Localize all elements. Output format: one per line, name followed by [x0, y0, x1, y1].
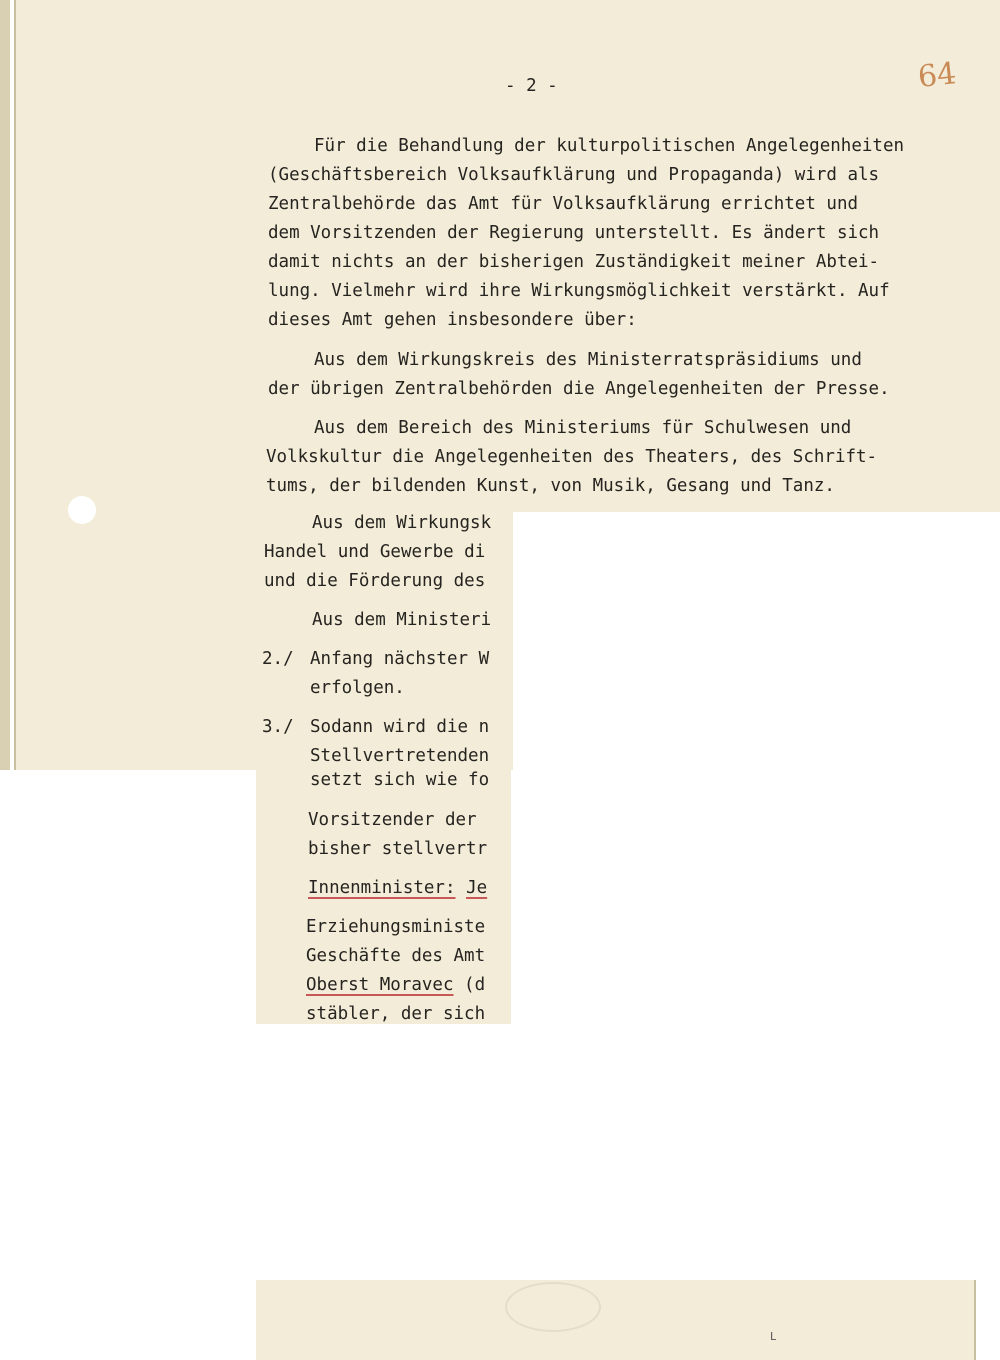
press-line-1: Aus dem Wirkungskreis des Ministerratspräsidiums und: [314, 350, 862, 370]
chair-line-1: Vorsitzender der: [308, 810, 488, 830]
culture-line-3: tums, der bildenden Kunst, von Musik, Gesang und Tanz.: [266, 476, 835, 496]
item2-line-1: Anfang nächster W: [310, 649, 490, 669]
paper-bottom-strip: [256, 1280, 976, 1360]
page-number: - 2 -: [505, 76, 558, 96]
intro-line-6: lung. Vielmehr wird ihre Wirkungsmöglichkeit verstärkt. Auf: [268, 281, 890, 301]
item2-line-2: erfolgen.: [310, 678, 405, 698]
last-visible-line: stäbler, der sich: [306, 1004, 486, 1024]
faint-stamp: [505, 1282, 601, 1332]
handwritten-folio-number: 64: [916, 56, 958, 95]
item3-line-2: Stellvertretenden: [310, 746, 490, 766]
moravec-line: [306, 975, 485, 995]
culture-line-1: Aus dem Bereich des Ministeriums für Schulwesen und: [314, 418, 852, 438]
item2-number: 2./: [262, 649, 294, 669]
press-line-2: der übrigen Zentralbehörden die Angelegenheiten der Presse.: [268, 379, 890, 399]
intro-line-5: damit nichts an der bisherigen Zuständigkeit meiner Abtei-: [268, 252, 880, 272]
education-line-1: Erziehungsministe: [306, 917, 486, 937]
moravec-rest: (d: [453, 975, 486, 995]
intro-line-2: (Geschäftsbereich Volksaufklärung und Propaganda) wird als: [268, 165, 880, 185]
trade-line-3: und die Förderung des: [264, 571, 486, 591]
culture-line-2: Volkskultur die Angelegenheiten des Theaters, des Schrift-: [266, 447, 878, 467]
trade-line-2: Handel und Gewerbe di: [264, 542, 486, 562]
intro-line-1: Für die Behandlung der kulturpolitischen Angelegenheiten: [314, 136, 905, 156]
trade-line-1: Aus dem Wirkungsk: [312, 513, 492, 533]
interior-minister-line: [308, 878, 487, 898]
intro-line-7: dieses Amt gehen insbesondere über:: [268, 310, 637, 330]
item3-line-3: setzt sich wie fo: [310, 770, 490, 790]
intro-line-3: Zentralbehörde das Amt für Volksaufklärung errichtet und: [268, 194, 859, 214]
chair-line-2: bisher stellvertr: [308, 839, 488, 859]
margin-mark: L: [770, 1330, 777, 1343]
item3-number: 3./: [262, 717, 294, 737]
truncated-text-region: [0, 505, 511, 770]
interior-label: Innenminister:: [308, 878, 456, 898]
interior-name: Je: [466, 878, 488, 898]
moravec-name: Oberst Moravec: [306, 975, 454, 995]
truncated-member-list: [256, 770, 511, 1024]
intro-line-4: dem Vorsitzenden der Regierung unterstellt. Es ändert sich: [268, 223, 880, 243]
ministry-line-1: Aus dem Ministeri: [312, 610, 492, 630]
item3-line-1: Sodann wird die n: [310, 717, 490, 737]
education-line-2: Geschäfte des Amt: [306, 946, 486, 966]
